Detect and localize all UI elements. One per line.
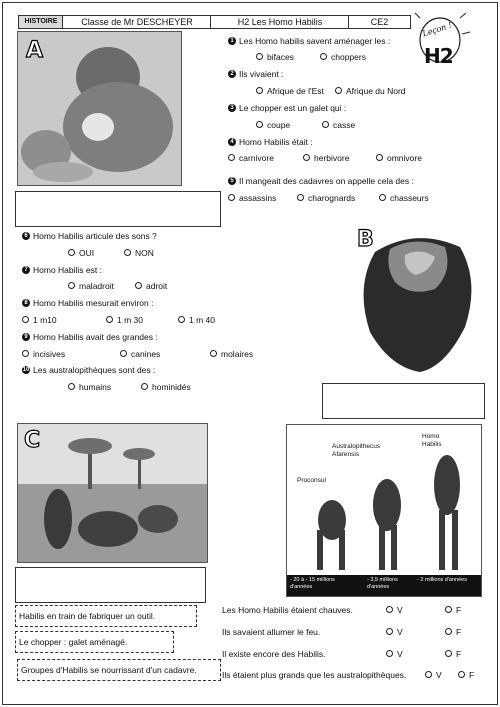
image-b-chopper	[355, 227, 480, 375]
evolution-date-habilis: - 2 millions d'années	[417, 577, 467, 583]
logo-code: H2	[424, 44, 453, 68]
image-c-letter: C	[24, 428, 41, 453]
caption-box-c[interactable]	[15, 567, 206, 603]
q3-option-casse[interactable]: casse	[322, 120, 355, 130]
q1-option-bifaces[interactable]: bifaces	[256, 52, 294, 62]
q9-option-canines[interactable]: canines	[120, 349, 160, 359]
q1-option-choppers[interactable]: choppers	[320, 52, 366, 62]
tf-4-v[interactable]: V	[425, 670, 442, 680]
caption-label-toolmaker[interactable]: Habilis en train de fabriquer un outil.	[15, 605, 197, 627]
q4-option-carnivore[interactable]: carnivore	[228, 153, 274, 163]
question-9: 9 Homo Habilis avait des grandes :	[22, 332, 158, 342]
question-4: 4 Homo Habilis était :	[228, 137, 313, 147]
question-8: 8 Homo Habilis mesurait environ :	[22, 298, 153, 308]
caption-box-a[interactable]	[15, 191, 221, 227]
q5-option-chasseurs[interactable]: chasseurs	[379, 193, 429, 203]
caption-label-group[interactable]: Groupes d'Habilis se nourrissant d'un cadavre.	[17, 659, 221, 681]
q8-option-1m40[interactable]: 1 m 40	[178, 315, 215, 325]
tf-4-f[interactable]: F	[458, 670, 474, 680]
image-a-habilis-toolmaker	[17, 31, 182, 186]
q4-option-omnivore[interactable]: omnivore	[376, 153, 422, 163]
image-b-letter: B	[357, 227, 374, 252]
logo-word: Leçon !	[421, 20, 453, 39]
header-class: Classe de Mr DESCHEYER	[62, 15, 212, 29]
q2-option-afrique-nord[interactable]: Afrique du Nord	[335, 86, 406, 96]
q5-option-assassins[interactable]: assassins	[228, 193, 276, 203]
q4-option-herbivore[interactable]: herbivore	[303, 153, 349, 163]
q10-option-humains[interactable]: humains	[68, 382, 111, 392]
q7-option-adroit[interactable]: adroit	[135, 281, 167, 291]
header-level: CE2	[348, 15, 411, 29]
q8-option-1m30[interactable]: 1 m 30	[106, 315, 143, 325]
tf-statement-1: Les Homo Habilis étaient chauves.	[222, 605, 353, 615]
q10-option-hominides[interactable]: hominidés	[141, 382, 191, 392]
tf-statement-3: Il existe encore des Habilis.	[222, 649, 326, 659]
q7-option-maladroit[interactable]: maladroit	[68, 281, 114, 291]
caption-box-b[interactable]	[322, 383, 485, 419]
tf-statement-4: Ils étaient plus grands que les australopithèques.	[222, 670, 407, 680]
image-a-letter: A	[26, 38, 44, 63]
q2-option-afrique-est[interactable]: Afrique de l'Est	[256, 86, 324, 96]
q9-option-molaires[interactable]: molaires	[210, 349, 253, 359]
tf-2-v[interactable]: V	[386, 627, 403, 637]
tf-3-f[interactable]: F	[445, 649, 461, 659]
image-evolution	[286, 424, 482, 597]
evolution-label-australopithecus: Australopithecus Afarensis	[332, 443, 381, 458]
q8-option-1m10[interactable]: 1 m10	[22, 315, 57, 325]
evolution-date-proconsul: - 20 à - 15 millions d'années	[290, 577, 335, 590]
tf-statement-2: Ils savaient allumer le feu.	[222, 627, 321, 637]
tf-1-f[interactable]: F	[445, 605, 461, 615]
question-1: 1 Les Homo habilis savent aménager les :	[228, 36, 390, 46]
question-5: 5 Il mangeait des cadavres on appelle cela des :	[228, 176, 414, 186]
q3-option-coupe[interactable]: coupe	[256, 120, 290, 130]
question-2: 2 Ils vivaient :	[228, 69, 283, 79]
q5-option-charognards[interactable]: charognards	[297, 193, 355, 203]
tf-1-v[interactable]: V	[386, 605, 403, 615]
header-subject: HISTOIRE	[18, 15, 64, 29]
evolution-label-habilis: Homo Habilis	[422, 433, 442, 448]
question-7: 7 Homo Habilis est :	[22, 265, 102, 275]
tf-2-f[interactable]: F	[445, 627, 461, 637]
lesson-logo	[412, 12, 472, 74]
evolution-label-proconsul: Proconsul	[297, 477, 326, 484]
question-10: 10 Les australopithèques sont des :	[22, 365, 156, 375]
evolution-date-australopithecus: - 3,5 millions d'années	[367, 577, 398, 590]
tf-3-v[interactable]: V	[386, 649, 403, 659]
caption-label-chopper[interactable]: Le chopper : galet aménagé.	[15, 631, 174, 653]
question-3: 3 Le chopper est un galet qui :	[228, 103, 346, 113]
header-lesson: H2 Les Homo Habilis	[210, 15, 350, 29]
question-6: 6 Homo Habilis articule des sons ?	[22, 231, 157, 241]
q6-option-oui[interactable]: OUI	[68, 248, 94, 258]
image-c-habilis-group	[17, 423, 208, 563]
q9-option-incisives[interactable]: incisives	[22, 349, 65, 359]
q6-option-non[interactable]: NON	[124, 248, 154, 258]
